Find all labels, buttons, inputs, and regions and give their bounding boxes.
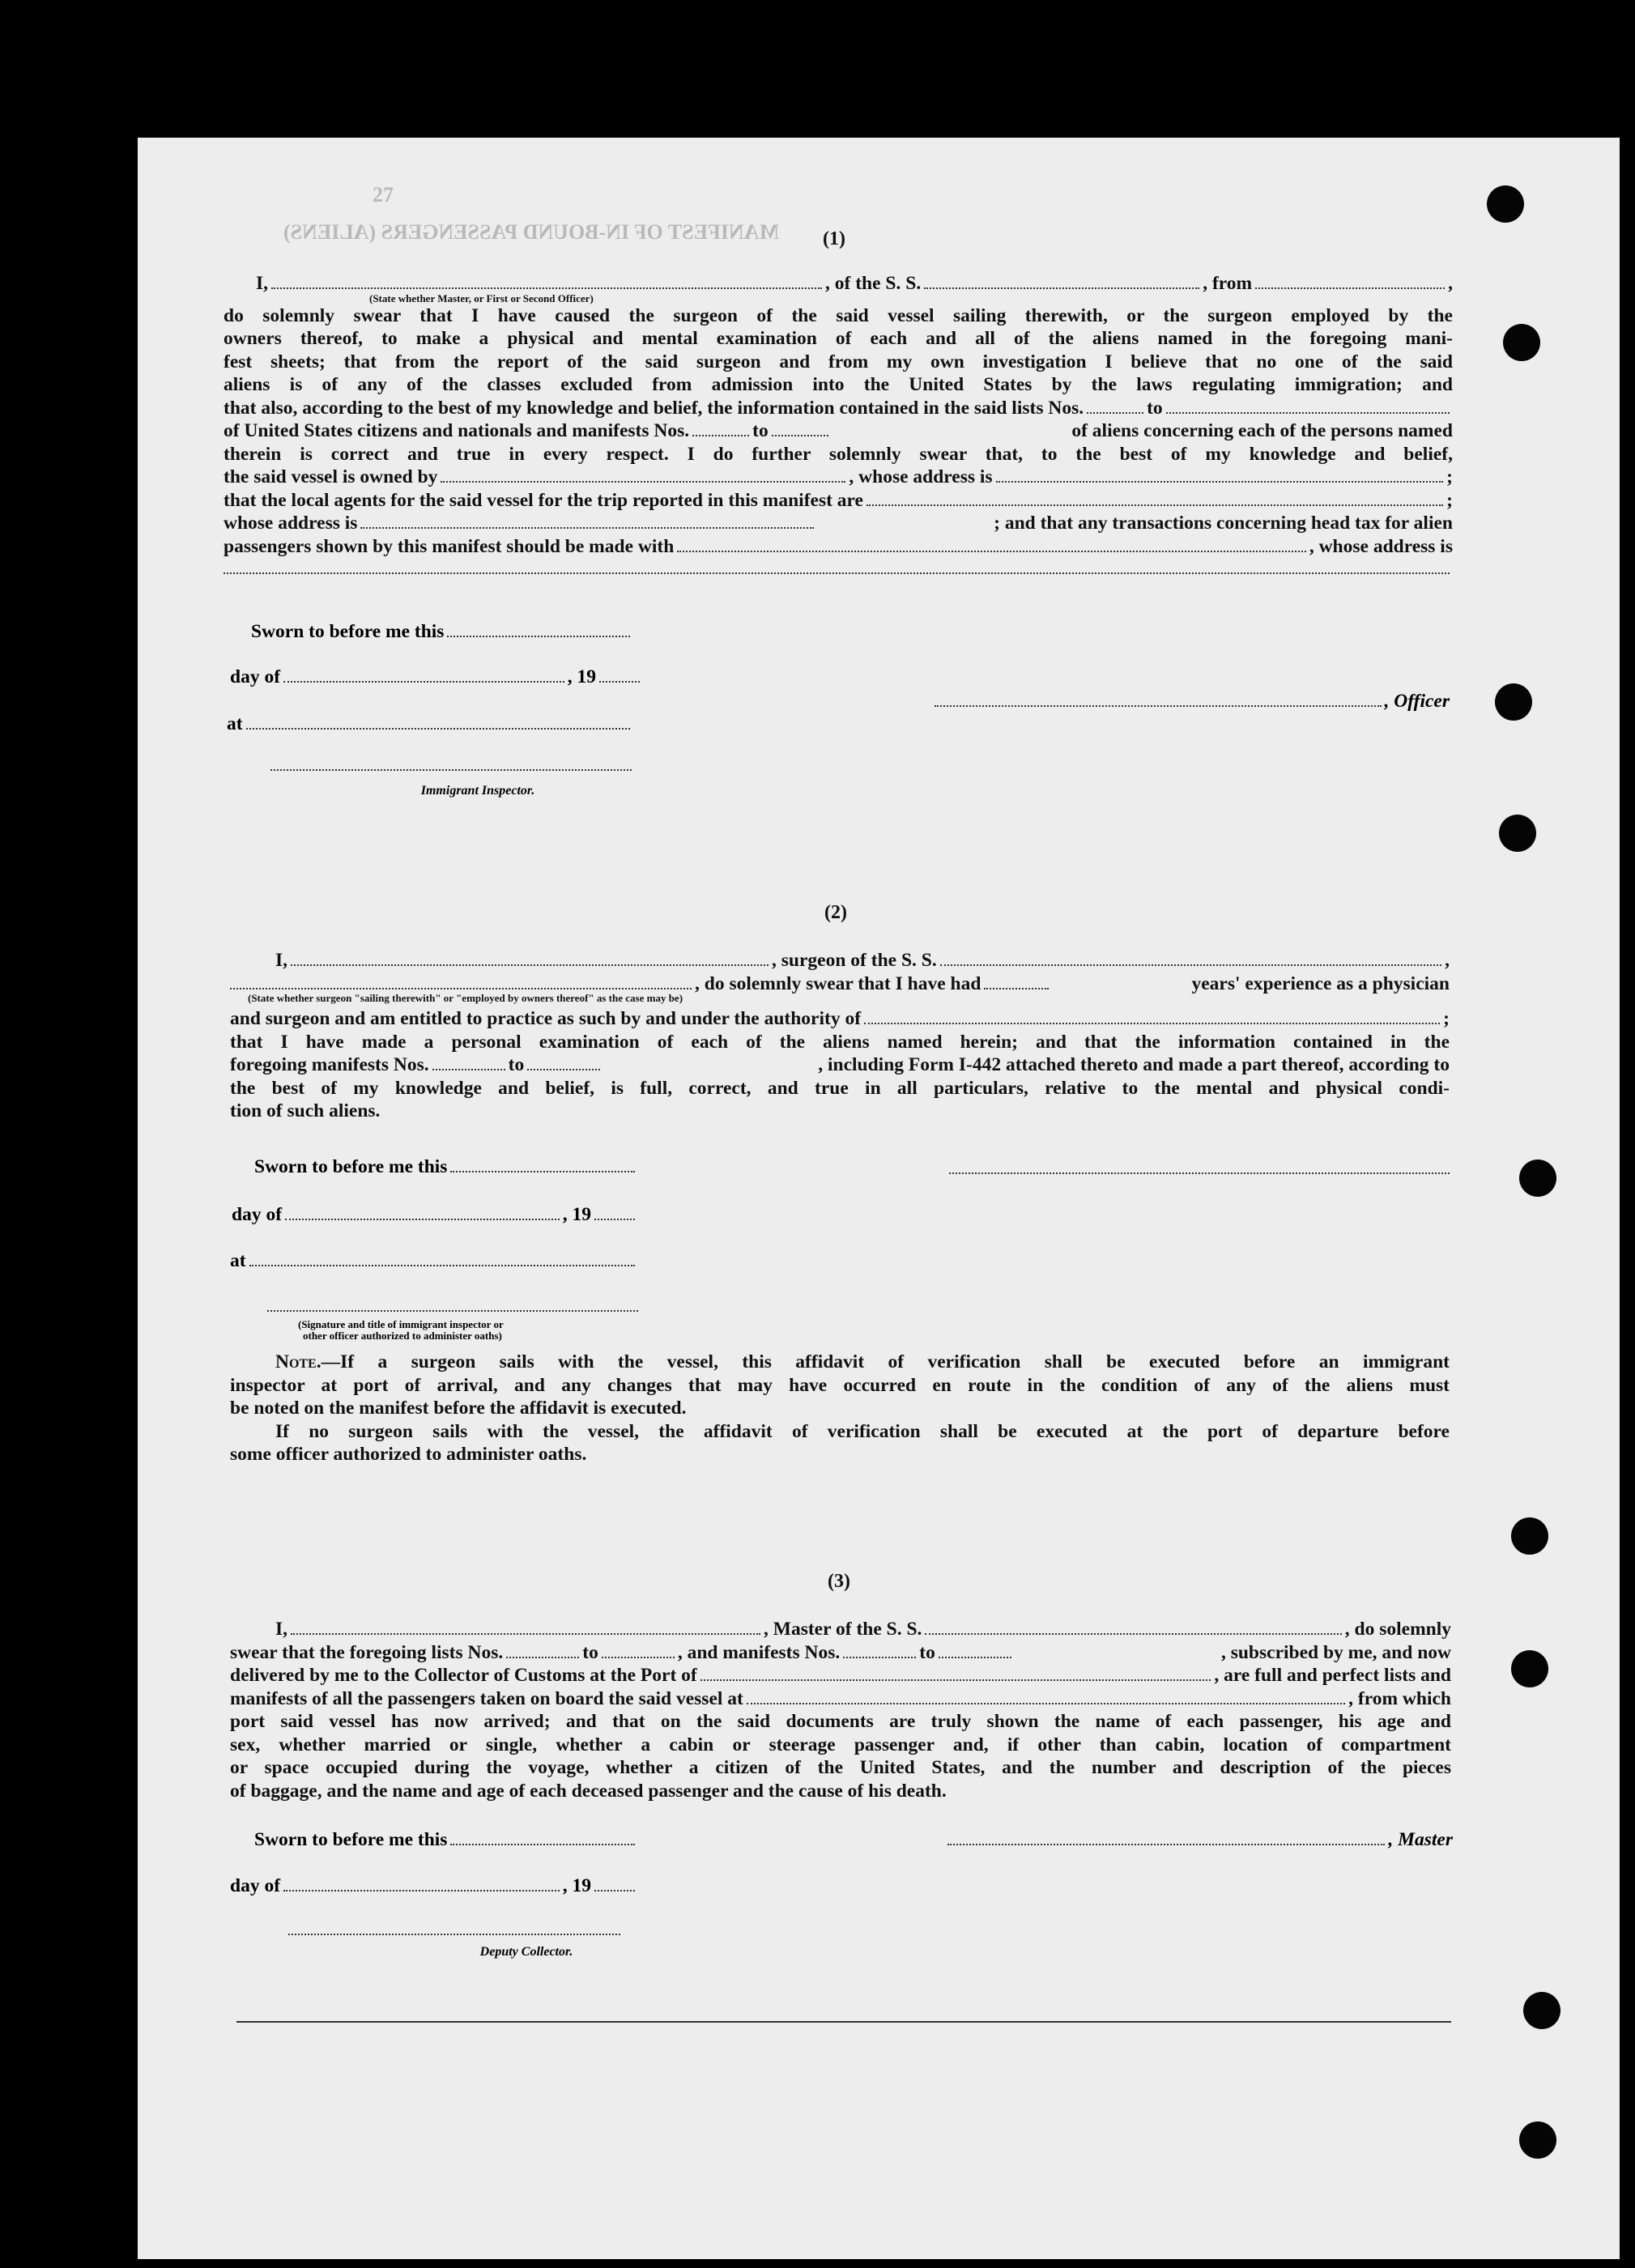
officer-label: , Officer bbox=[1384, 691, 1450, 712]
punch-hole bbox=[1511, 1517, 1548, 1555]
s2-l1end: , bbox=[1445, 950, 1450, 971]
section-1 bbox=[224, 272, 1453, 574]
s1-lists-line bbox=[224, 397, 1453, 420]
s3-l3a: delivered by me to the Collector of Customs at the Port of bbox=[230, 1665, 697, 1686]
punch-hole bbox=[1519, 1160, 1556, 1197]
s3-lists-line bbox=[230, 1641, 1451, 1665]
s1-para-7: therein is correct and true in every respect. I do further solemnly swear that, to the best of my knowledge and belief, bbox=[224, 443, 1453, 465]
s3-para-8: of baggage, and the name and age of each deceased passenger and the cause of his death. bbox=[230, 1780, 947, 1802]
officer-signature-field[interactable] bbox=[935, 691, 1382, 707]
master-name-field[interactable] bbox=[291, 1619, 760, 1635]
s2-l1b: , surgeon of the S. S. bbox=[772, 950, 937, 971]
s3-year-field[interactable] bbox=[594, 1875, 635, 1891]
s1-p11b: , whose address is bbox=[1309, 535, 1453, 557]
departure-port-field[interactable] bbox=[1255, 273, 1445, 289]
s1-p8a: the said vessel is owned by bbox=[224, 466, 438, 487]
s3-l1a: I, bbox=[275, 1619, 288, 1640]
s2-p5a: foregoing manifests Nos. bbox=[230, 1054, 429, 1075]
s3-l4a: manifests of all the passengers taken on board the said vessel at bbox=[230, 1687, 743, 1709]
punch-hole bbox=[1495, 683, 1532, 721]
s2-p3: and surgeon and am entitled to practice as such by and under the authority of bbox=[230, 1008, 862, 1029]
s1-l1end: , bbox=[1448, 273, 1453, 294]
s1-p6-to: to bbox=[752, 420, 769, 441]
s1-year-label: , 19 bbox=[567, 666, 596, 687]
s3-month-field[interactable] bbox=[283, 1875, 560, 1891]
s2-at-row bbox=[230, 1249, 638, 1273]
s1-year-field[interactable] bbox=[599, 666, 640, 683]
s1-para-3: fest sheets; that from the report of the said surgeon and from my own investigation I believe that no one of the said bbox=[224, 351, 1453, 372]
section-2-number: (2) bbox=[824, 902, 847, 923]
s1-para-4: aliens is of any of the classes excluded from admission into the United States by the laws regulating immigration; and bbox=[224, 374, 1453, 395]
bottom-rule bbox=[236, 2021, 1451, 2023]
s3-para-6: sex, whether married or single, whether a cabin or steerage passenger and, if other than cabin, location of compartment bbox=[230, 1734, 1451, 1755]
note-label: Note. bbox=[275, 1351, 321, 1372]
s2-l2b: years' experience as a physician bbox=[1191, 972, 1450, 994]
s2-year-label: , 19 bbox=[562, 1204, 591, 1225]
s3-l2b: , and manifests Nos. bbox=[677, 1641, 841, 1663]
s3-l2-to2: to bbox=[919, 1641, 935, 1663]
years-experience-field[interactable] bbox=[984, 973, 1049, 989]
s1-sworn-date-field[interactable] bbox=[447, 621, 630, 637]
s2-note-line-3: be noted on the manifest before the affidavit is executed. bbox=[230, 1398, 687, 1419]
s3-manifests-from-field[interactable] bbox=[843, 1642, 916, 1658]
manifests-to-field[interactable] bbox=[772, 420, 828, 436]
punch-hole bbox=[1503, 324, 1540, 361]
s2-p3end: ; bbox=[1443, 1008, 1450, 1029]
s1-para-2: owners thereof, to make a physical and mental examination of each and all of the aliens named in the foregoing mani- bbox=[224, 328, 1453, 349]
boarding-port-field[interactable] bbox=[747, 1688, 1345, 1704]
s2-sig-caption-2: other officer authorized to administer oaths) bbox=[303, 1330, 502, 1342]
s1-p9end: ; bbox=[1446, 489, 1453, 511]
s1-place-field[interactable] bbox=[246, 713, 630, 730]
s2-place-field[interactable] bbox=[249, 1250, 635, 1266]
deputy-collector-caption: Deputy Collector. bbox=[479, 1945, 573, 1959]
s2-note-line-1 bbox=[230, 1351, 1450, 1374]
s2-vessel-field[interactable] bbox=[940, 950, 1441, 966]
s2-oath-line bbox=[230, 949, 1450, 972]
s3-year-label: , 19 bbox=[562, 1875, 591, 1896]
s3-oath-line bbox=[230, 1618, 1451, 1641]
punch-hole bbox=[1519, 2121, 1556, 2159]
headtax-contact-field[interactable] bbox=[677, 536, 1306, 552]
vessel-owner-field[interactable] bbox=[441, 466, 845, 483]
s1-p11a: passengers shown by this manifest should be made with bbox=[224, 535, 675, 557]
s3-l1b: , Master of the S. S. bbox=[764, 1619, 922, 1640]
s3-sworn-row bbox=[254, 1828, 638, 1852]
lists-to-field[interactable] bbox=[1166, 398, 1450, 414]
s1-p6a: of United States citizens and nationals and manifests Nos. bbox=[224, 420, 690, 441]
s2-note-line-5: some officer authorized to administer oaths. bbox=[230, 1444, 587, 1465]
s2-p5b: , including Form I-442 attached thereto and made a part thereof, according to bbox=[818, 1054, 1450, 1075]
s2-year-field[interactable] bbox=[594, 1204, 635, 1220]
s1-month-field[interactable] bbox=[283, 666, 564, 683]
s2-note-1: —If a surgeon sails with the vessel, this affidavit of verification shall be executed before an immigrant bbox=[321, 1351, 1450, 1372]
s3-para-5: port said vessel has now arrived; and that on the said documents are truly shown the name of each passenger, his age and bbox=[230, 1711, 1451, 1732]
s2-surgeon-note: (State whether surgeon "sailing therewith" or "employed by owners thereof" as the case may be) bbox=[248, 992, 683, 1004]
s1-p5-to: to bbox=[1147, 397, 1163, 419]
master-label: , Master bbox=[1388, 1829, 1453, 1850]
s2-inspector-signature-line[interactable] bbox=[267, 1310, 638, 1312]
s2-l2a: , do solemnly swear that I have had bbox=[695, 972, 981, 994]
s1-para-1: do solemnly swear that I have caused the surgeon of the said vessel sailing therewith, or the surgeon employed by the bbox=[224, 304, 1453, 326]
s2-note-line-4: If no surgeon sails with the vessel, the affidavit of verification shall be executed at the port of departure before bbox=[275, 1420, 1450, 1442]
surgeon-status-field[interactable] bbox=[230, 973, 692, 989]
s3-vessel-field[interactable] bbox=[925, 1619, 1341, 1635]
master-signature-field[interactable] bbox=[947, 1829, 1385, 1845]
agent-address-field[interactable] bbox=[360, 513, 814, 529]
s2-manifests-to-field[interactable] bbox=[527, 1054, 600, 1070]
punch-hole bbox=[1511, 1650, 1548, 1687]
s1-p8b: , whose address is bbox=[849, 466, 993, 487]
s2-sworn-label: Sworn to before me this bbox=[254, 1156, 448, 1177]
s2-manifests-line bbox=[230, 1053, 1450, 1077]
s3-dayof-label: day of bbox=[230, 1875, 281, 1896]
s2-note-block bbox=[230, 1351, 1450, 1466]
s3-para-7: or space occupied during the voyage, whether a citizen of the United States, and the number and description of the pieces bbox=[230, 1757, 1451, 1778]
s1-officer-row bbox=[931, 690, 1450, 713]
s1-l1c: , from bbox=[1203, 273, 1253, 294]
officer-name-field[interactable] bbox=[271, 273, 822, 289]
authority-field[interactable] bbox=[864, 1008, 1440, 1024]
manifests-from-field[interactable] bbox=[692, 420, 749, 436]
punch-hole bbox=[1499, 815, 1536, 852]
section-1-number: (1) bbox=[823, 228, 845, 249]
s3-manifests-to-field[interactable] bbox=[939, 1642, 1011, 1658]
s3-sworn-label: Sworn to before me this bbox=[254, 1829, 448, 1850]
s2-month-field[interactable] bbox=[285, 1204, 560, 1220]
s2-para-6: the best of my knowledge and belief, is full, correct, and true in all particulars, relative to the mental and physical condi- bbox=[230, 1077, 1450, 1099]
s3-l3b: , are full and perfect lists and bbox=[1214, 1665, 1451, 1686]
surgeon-name-field[interactable] bbox=[291, 950, 769, 966]
s1-l1b: , of the S. S. bbox=[825, 273, 922, 294]
s2-sworn-row bbox=[254, 1155, 638, 1179]
s3-l2-to: to bbox=[582, 1641, 598, 1663]
s2-at-label: at bbox=[230, 1250, 246, 1271]
s1-p8end: ; bbox=[1446, 466, 1453, 487]
s1-owner-line bbox=[224, 466, 1453, 489]
s3-dayof-row bbox=[230, 1874, 638, 1898]
s1-sworn-row bbox=[251, 620, 633, 644]
headtax-address-field[interactable] bbox=[224, 558, 1450, 574]
s1-agent-address-line bbox=[224, 512, 1453, 535]
s2-p5-to: to bbox=[508, 1054, 525, 1075]
s1-p5: that also, according to the best of my knowledge and belief, the information contained in the said lists Nos. bbox=[224, 397, 1084, 419]
s2-sig-caption-1: (Signature and title of immigrant inspector or bbox=[298, 1318, 504, 1330]
s1-agents-line bbox=[224, 489, 1453, 513]
s3-l2c: , subscribed by me, and now bbox=[1220, 1641, 1451, 1663]
section-2 bbox=[230, 949, 1450, 1123]
s1-manifests-line bbox=[224, 419, 1453, 443]
s1-p9a: that the local agents for the said vessel for the trip reported in this manifest are bbox=[224, 489, 863, 511]
s2-para-4: that I have made a personal examination of each of the aliens named herein; and that the information contained in the bbox=[230, 1031, 1450, 1053]
s1-dayof-label: day of bbox=[230, 666, 281, 687]
punch-hole bbox=[1487, 185, 1524, 223]
s3-l2a: swear that the foregoing lists Nos. bbox=[230, 1641, 504, 1663]
section-3 bbox=[230, 1618, 1451, 1802]
s2-dayof-label: day of bbox=[232, 1204, 283, 1225]
s1-headtax-line bbox=[224, 535, 1453, 559]
s3-l4b: , from which bbox=[1348, 1687, 1451, 1709]
deputy-collector-signature-line[interactable] bbox=[288, 1934, 620, 1935]
s3-sworn-date-field[interactable] bbox=[450, 1829, 635, 1845]
s1-p6b: of aliens concerning each of the persons named bbox=[1071, 420, 1453, 441]
s2-l1a: I, bbox=[275, 950, 288, 971]
s3-lists-to-field[interactable] bbox=[602, 1642, 675, 1658]
s2-sworn-date-field[interactable] bbox=[450, 1156, 635, 1172]
s3-port-line bbox=[230, 1664, 1451, 1687]
s3-l1c: , do solemnly bbox=[1344, 1619, 1451, 1640]
section-3-number: (3) bbox=[828, 1571, 850, 1592]
s2-dayof-row bbox=[232, 1203, 638, 1227]
vessel-name-field[interactable] bbox=[924, 273, 1199, 289]
s1-at-label: at bbox=[227, 713, 243, 734]
s2-para-7: tion of such aliens. bbox=[230, 1100, 381, 1121]
s1-l1a: I, bbox=[256, 273, 269, 294]
s3-boarding-line bbox=[230, 1687, 1451, 1711]
s3-master-row bbox=[944, 1828, 1453, 1852]
owner-address-field[interactable] bbox=[996, 466, 1444, 483]
bleed-through-page-number: 27 bbox=[373, 183, 394, 206]
s1-p10a: whose address is bbox=[224, 513, 358, 534]
s2-manifests-from-field[interactable] bbox=[432, 1054, 505, 1070]
s2-note-line-2: inspector at port of arrival, and any changes that may have occurred en route in the condition of any of the aliens must bbox=[230, 1374, 1450, 1396]
s1-officer-note: (State whether Master, or First or Second Officer) bbox=[369, 291, 594, 304]
lists-from-field[interactable] bbox=[1087, 398, 1143, 414]
s2-surgeon-signature-line[interactable] bbox=[949, 1172, 1450, 1174]
local-agents-field[interactable] bbox=[866, 490, 1443, 506]
bleed-through-header: MANIFEST OF IN-BOUND PASSENGERS (ALIENS) bbox=[283, 220, 780, 244]
immigrant-inspector-caption: Immigrant Inspector. bbox=[420, 784, 535, 798]
inspector-signature-line[interactable] bbox=[270, 769, 632, 771]
s1-headtax-address-line bbox=[224, 558, 1453, 574]
s3-lists-from-field[interactable] bbox=[506, 1642, 579, 1658]
port-field[interactable] bbox=[700, 1665, 1211, 1681]
s2-authority-line bbox=[230, 1007, 1450, 1031]
s1-at-row bbox=[227, 713, 633, 736]
punch-hole bbox=[1523, 1992, 1560, 2029]
s1-dayof-row bbox=[230, 666, 643, 689]
s1-p10b: ; and that any transactions concerning head tax for alien bbox=[994, 513, 1453, 534]
s1-sworn-label: Sworn to before me this bbox=[251, 621, 445, 642]
